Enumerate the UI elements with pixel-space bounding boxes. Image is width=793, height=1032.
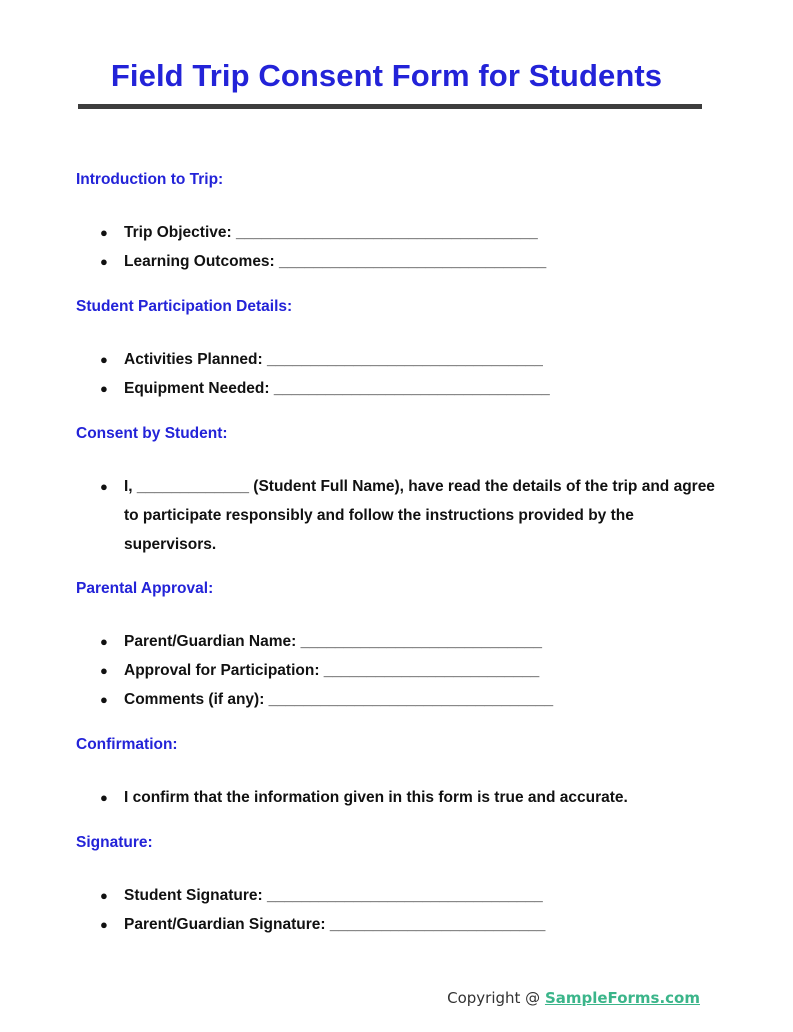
bullet-icon: ● — [100, 634, 108, 649]
bullet-icon: ● — [100, 225, 108, 240]
page-title: Field Trip Consent Form for Students — [110, 58, 663, 93]
item-list — [76, 345, 716, 403]
section-consent-by-student — [76, 424, 716, 559]
list-item: ● I confirm that the information given in this form is true and accurate. — [76, 783, 716, 812]
bullet-icon: ● — [100, 888, 108, 903]
item-list — [76, 218, 716, 276]
bullet-icon: ● — [100, 917, 108, 932]
bullet-icon: ● — [100, 479, 108, 494]
section-heading: Parental Approval: — [76, 580, 214, 597]
copyright-text: Copyright @ — [447, 989, 545, 1007]
bullet-icon: ● — [100, 692, 108, 707]
list-item: ● Approval for Participation: _________________________ — [76, 656, 716, 685]
item-list — [76, 783, 716, 812]
section-heading: Student Participation Details: — [76, 298, 293, 315]
section-introduction-to-trip — [76, 170, 716, 276]
brand-link[interactable]: SampleForms.com — [544, 989, 700, 1007]
list-item: ● Equipment Needed: ________________________________ — [76, 374, 716, 403]
section-heading: Consent by Student: — [76, 425, 228, 442]
section-heading: Signature: — [76, 834, 153, 851]
list-item: ● Student Signature: ________________________________ — [76, 881, 716, 910]
list-item: ● I, _____________ (Student Full Name), have read the details of the trip and agree to participate responsibly and follow the instructions provided by the supervisors. — [76, 472, 716, 559]
item-list — [76, 881, 716, 939]
section-heading: Introduction to Trip: — [76, 171, 224, 188]
footer-copyright — [447, 989, 700, 1007]
item-list — [76, 627, 716, 714]
list-item: ● Trip Objective: ___________________________________ — [76, 218, 716, 247]
section-parental-approval — [76, 579, 716, 714]
list-item: ● Parent/Guardian Signature: _________________________ — [76, 910, 716, 939]
bullet-icon: ● — [100, 352, 108, 367]
bullet-icon: ● — [100, 254, 108, 269]
list-item: ● Learning Outcomes: _______________________________ — [76, 247, 716, 276]
section-heading: Confirmation: — [76, 736, 178, 753]
section-confirmation — [76, 735, 716, 812]
section-signature — [76, 833, 716, 939]
title-divider — [78, 104, 702, 109]
bullet-icon: ● — [100, 381, 108, 396]
list-item: ● Comments (if any): _________________________________ — [76, 685, 716, 714]
item-list — [76, 472, 716, 559]
list-item: ● Activities Planned: ________________________________ — [76, 345, 716, 374]
bullet-icon: ● — [100, 790, 108, 805]
list-item: ● Parent/Guardian Name: ____________________________ — [76, 627, 716, 656]
bullet-icon: ● — [100, 663, 108, 678]
section-student-participation-details — [76, 297, 716, 403]
